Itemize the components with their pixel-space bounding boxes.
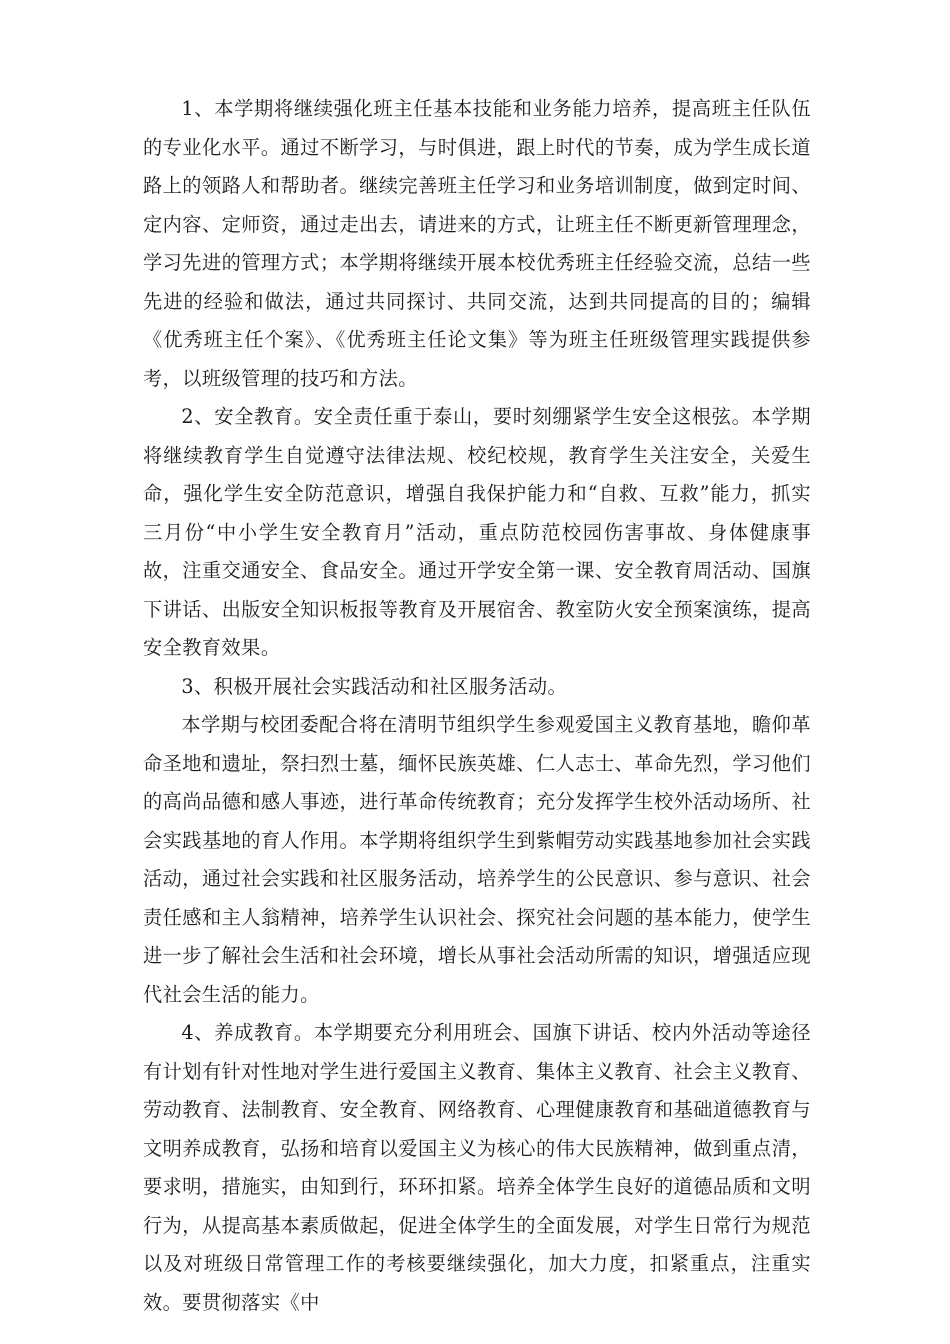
paragraph-class-teacher-training: 1、本学期将继续强化班主任基本技能和业务能力培养，提高班主任队伍的专业化水平。通过不断学习，与时俱进，跟上时代的节奏，成为学生成长道路上的领路人和帮助者。继续完善班主任学习和业务培训制度，做到定时间、定内容、定师资，通过走出去，请进来的方式，让班主任不断更新管理理念，学习先进的管理方式；本学期将继续开展本校优秀班主任经验交流，总结一些先进的经验和做法，通过共同探讨、共同交流，达到共同提高的目的；编辑《优秀班主任个案》、《优秀班主任论文集》等为班主任班级管理实践提供参考，以班级管理的技巧和方法。 (143, 97, 811, 390)
document-page (143, 90, 811, 1322)
paragraph-safety-education: 2、安全教育。安全责任重于泰山，要时刻绷紧学生安全这根弦。本学期将继续教育学生自觉遵守法律法规、校纪校规，教育学生关注安全，关爱生命，强化学生安全防范意识，增强自我保护能力和“自救、互救”能力，抓实三月份“中小学生安全教育月”活动，重点防范校园伤害事故、身体健康事故，注重交通安全、食品安全。通过开学安全第一课、安全教育周活动、国旗下讲话、出版安全知识板报等教育及开展宿舍、教室防火安全预案演练，提高安全教育效果。 (143, 405, 811, 659)
paragraph-habit-education: 4、养成教育。本学期要充分利用班会、国旗下讲话、校内外活动等途径有计划有针对性地对学生进行爱国主义教育、集体主义教育、社会主义教育、劳动教育、法制教育、安全教育、网络教育、心理健康教育和基础道德教育与文明养成教育，弘扬和培育以爱国主义为核心的伟大民族精神，做到重点清，要求明，措施实，由知到行，环环扣紧。培养全体学生良好的道德品质和文明行为，从提高基本素质做起，促进全体学生的全面发展，对学生日常行为规范以及对班级日常管理工作的考核要继续强化，加大力度，扣紧重点，注重实效。要贯彻落实《中 (143, 1021, 811, 1314)
paragraph-social-practice-heading: 3、积极开展社会实践活动和社区服务活动。 (181, 674, 568, 698)
paragraph-social-practice-body: 本学期与校团委配合将在清明节组织学生参观爱国主义教育基地，瞻仰革命圣地和遗址，祭扫烈士墓，缅怀民族英雄、仁人志士、革命先烈，学习他们的高尚品德和感人事迹，进行革命传统教育；充分发挥学生校外活动场所、社会实践基地的育人作用。本学期将组织学生到紫帽劳动实践基地参加社会实践活动，通过社会实践和社区服务活动，培养学生的公民意识、参与意识、社会责任感和主人翁精神，培养学生认识社会、探究社会问题的基本能力，使学生进一步了解社会生活和社会环境，增长从事社会活动所需的知识，增强适应现代社会生活的能力。 (143, 713, 811, 1006)
